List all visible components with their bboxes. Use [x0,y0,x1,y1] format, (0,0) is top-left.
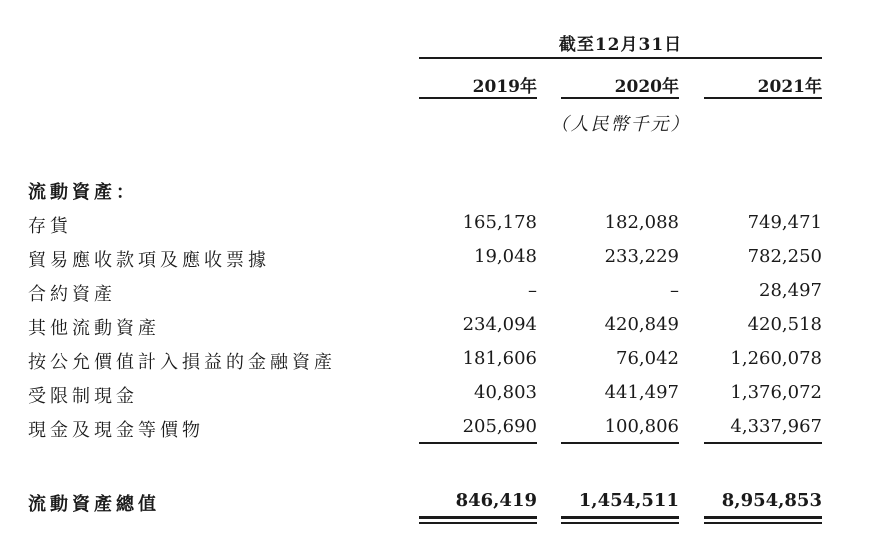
total-label: 流動資產總值 [28,494,160,515]
year-rule-2019 [419,97,537,99]
year-header-2019: 2019年 [472,77,537,97]
row-label-inventory: 存貨 [28,216,72,237]
unit-label: （人民幣千元） [550,114,691,135]
cell-fvtpl-assets-2021: 1,260,078 [730,348,822,369]
year-header-2021: 2021年 [757,77,822,97]
cell-fvtpl-assets-2020: 76,042 [616,348,679,369]
cell-cash-equivalents-2020: 100,806 [604,416,679,437]
row-label-restricted-cash: 受限制現金 [28,386,138,407]
subtotal-rule-2020 [561,442,679,444]
cell-cash-equivalents-2021: 4,337,967 [730,416,822,437]
row-label-contract-assets: 合約資產 [28,284,116,305]
total-double-rule-bottom-2019 [419,522,537,524]
period-header-rule [419,57,822,59]
year-rule-2020 [561,97,679,99]
total-double-rule-bottom-2020 [561,522,679,524]
cell-inventory-2020: 182,088 [604,212,679,233]
year-header-2020: 2020年 [614,77,679,97]
total-double-rule-bottom-2021 [704,522,822,524]
row-label-cash-equivalents: 現金及現金等價物 [28,420,204,441]
total-double-rule-top-2019 [419,516,537,519]
cell-trade-receivables-2021: 782,250 [747,246,822,267]
total-double-rule-top-2020 [561,516,679,519]
cell-trade-receivables-2020: 233,229 [604,246,679,267]
cell-restricted-cash-2019: 40,803 [474,382,537,403]
year-rule-2021 [704,97,822,99]
section-title: 流動資產： [28,182,138,203]
cell-restricted-cash-2020: 441,497 [604,382,679,403]
cell-contract-assets-2020: – [670,280,679,301]
cell-restricted-cash-2021: 1,376,072 [730,382,822,403]
cell-other-current-assets-2020: 420,849 [604,314,679,335]
total-cell-2020: 1,454,511 [578,490,679,511]
cell-inventory-2021: 749,471 [747,212,822,233]
cell-inventory-2019: 165,178 [462,212,537,233]
total-cell-2019: 846,419 [455,490,537,511]
row-label-other-current-assets: 其他流動資產 [28,318,160,339]
cell-contract-assets-2019: – [528,280,537,301]
total-cell-2021: 8,954,853 [721,490,822,511]
cell-trade-receivables-2019: 19,048 [474,246,537,267]
row-label-fvtpl-assets: 按公允價值計入損益的金融資產 [28,352,336,373]
cell-fvtpl-assets-2019: 181,606 [462,348,537,369]
row-label-trade-receivables: 貿易應收款項及應收票據 [28,250,270,271]
cell-other-current-assets-2019: 234,094 [462,314,537,335]
cell-contract-assets-2021: 28,497 [759,280,822,301]
subtotal-rule-2019 [419,442,537,444]
total-double-rule-top-2021 [704,516,822,519]
period-header: 截至12月31日 [558,35,683,55]
cell-other-current-assets-2021: 420,518 [747,314,822,335]
cell-cash-equivalents-2019: 205,690 [462,416,537,437]
subtotal-rule-2021 [704,442,822,444]
